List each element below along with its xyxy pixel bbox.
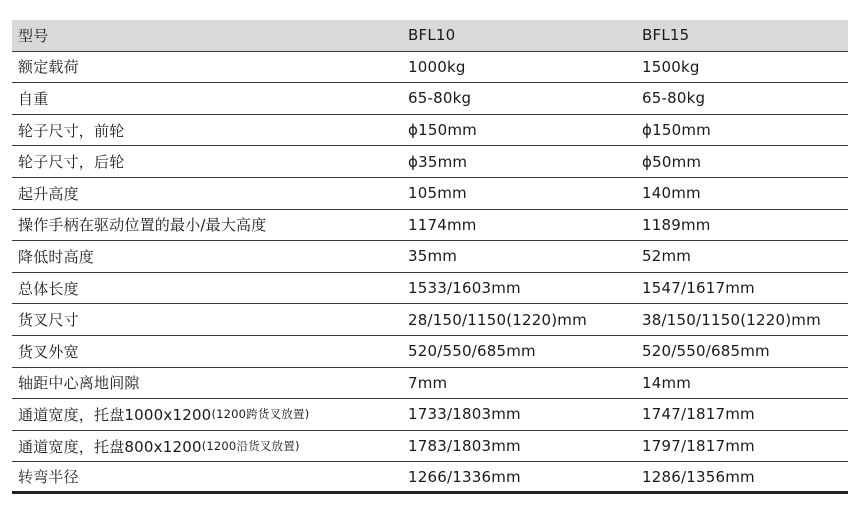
row-label: 货叉外宽	[18, 342, 79, 361]
bfl15-value: 1797/1817mm	[642, 437, 755, 456]
table-row	[12, 52, 848, 84]
table-row	[12, 146, 848, 178]
bfl10-value: 65-80kg	[408, 89, 472, 108]
bfl10-value: 7mm	[408, 373, 448, 392]
row-label: 轮子尺寸，后轮	[18, 153, 125, 172]
row-label	[18, 399, 309, 430]
bfl15-value: 1547/1617mm	[642, 279, 755, 298]
row-label: 自重	[18, 89, 49, 108]
row-label: 总体长度	[18, 279, 79, 298]
row-label: 额定载荷	[18, 58, 79, 77]
table-row	[12, 210, 848, 242]
bfl10-value: ϕ35mm	[408, 152, 468, 171]
table-row	[12, 368, 848, 400]
bfl15-value: ϕ50mm	[642, 152, 702, 171]
bfl10-value: 28/150/1150(1220)mm	[408, 310, 587, 329]
row-label: 操作手柄在驱动位置的最小/最大高度	[18, 216, 267, 235]
bfl15-value: 1747/1817mm	[642, 405, 755, 424]
bfl10-value: 1533/1603mm	[408, 279, 521, 298]
bfl10-value: 1783/1803mm	[408, 437, 521, 456]
bfl10-value: 1000kg	[408, 57, 466, 76]
row-label: 降低时高度	[18, 247, 95, 266]
table-row	[12, 83, 848, 115]
bfl10-value: 1174mm	[408, 215, 477, 234]
bfl10-value: 1733/1803mm	[408, 405, 521, 424]
row-label: 货叉尺寸	[18, 311, 79, 330]
table-row	[12, 273, 848, 305]
table-row	[12, 178, 848, 210]
table-header	[12, 20, 848, 52]
row-label-main: 通道宽度，托盘800x1200	[18, 437, 202, 456]
row-label: 起升高度	[18, 184, 79, 203]
table-row	[12, 336, 848, 368]
bfl15-value: 1286/1356mm	[642, 467, 755, 486]
table-row	[12, 431, 848, 463]
bfl15-value: ϕ150mm	[642, 121, 711, 140]
bfl15-value: 52mm	[642, 247, 692, 266]
table-row	[12, 304, 848, 336]
bfl10-value: 1266/1336mm	[408, 467, 521, 486]
row-label-note: (1200跨货叉放置)	[211, 407, 310, 422]
header-bfl10: BFL10	[408, 26, 456, 45]
row-label-note: (1200沿货叉放置)	[201, 439, 300, 454]
spec-table	[12, 20, 848, 494]
table-row	[12, 399, 848, 431]
bfl15-value: 1189mm	[642, 215, 711, 234]
row-label: 转弯半径	[18, 468, 79, 487]
row-label: 轮子尺寸，前轮	[18, 121, 125, 140]
bfl10-value: 520/550/685mm	[408, 342, 536, 361]
row-label: 轴距中心离地间隙	[18, 374, 140, 393]
bfl10-value: 35mm	[408, 247, 458, 266]
header-model: 型号	[18, 26, 49, 45]
bfl15-value: 520/550/685mm	[642, 342, 770, 361]
bfl15-value: 38/150/1150(1220)mm	[642, 310, 821, 329]
bfl15-value: 65-80kg	[642, 89, 706, 108]
bfl10-value: ϕ150mm	[408, 121, 477, 140]
row-label	[18, 431, 300, 462]
table-row	[12, 115, 848, 147]
header-bfl15: BFL15	[642, 26, 690, 45]
bfl15-value: 14mm	[642, 373, 692, 392]
table-row	[12, 241, 848, 273]
bfl15-value: 1500kg	[642, 57, 700, 76]
row-label-main: 通道宽度，托盘1000x1200	[18, 405, 212, 424]
table-row	[12, 462, 848, 494]
bfl15-value: 140mm	[642, 184, 701, 203]
bfl10-value: 105mm	[408, 184, 467, 203]
